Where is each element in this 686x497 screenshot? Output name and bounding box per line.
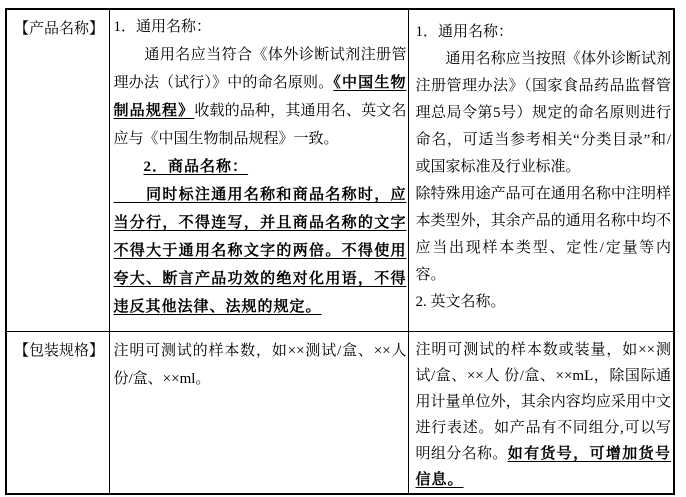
text-run: 注明可测试的样本数或装量，如××测试/盒、××人 份/盒、××mL，除国际通用计量单位外，其余内容均应采用中文进行表述。如产品有不同组分,可以写明组分名称。	[415, 341, 671, 462]
text-run: 通用名称应当按照《体外诊断试剂注册管理办法》（国家食品药品监督管理总局令第5号）规定的命名原则进行命名，可适当参考相关“分类目录”和/或国家标准及行业标准。	[415, 51, 671, 175]
row-label-cell-product-name	[6, 9, 109, 331]
old-requirement-cell-package-spec	[109, 331, 408, 494]
paragraph-package-spec-rule	[114, 337, 407, 393]
paragraph-generic-name-rule	[114, 41, 407, 153]
paragraph-generic-name-heading	[114, 13, 407, 41]
text-run	[114, 159, 144, 175]
paragraph-generic-name-rule	[416, 46, 672, 181]
new-requirement-cell-package-spec	[408, 331, 674, 494]
table-row-product-name	[6, 9, 674, 331]
row-label: 【产品名称】	[14, 21, 105, 37]
row-label-cell-package-spec	[6, 331, 109, 494]
paragraph-sample-type-rule	[416, 181, 672, 289]
paragraph-generic-name-heading	[416, 19, 672, 46]
text-run: 除特殊用途产品可在通用名称中注明样本类型外，其余产品的通用名称中均不应当出现样本类型、定性/定量等内容。	[415, 186, 671, 283]
old-requirement-cell-product-name	[109, 9, 408, 331]
new-requirement-cell-product-name	[408, 9, 674, 331]
text-run: 通用名应当符合《体外诊断试剂注册管理办法（试行）》中的命名原则。	[113, 47, 407, 91]
text-run: 1．通用名称：	[415, 24, 514, 40]
text-run-emphasis: 《中国生物制品规程》	[113, 75, 407, 119]
text-run-emphasis: 如有货号，可增加货号信息。	[415, 445, 671, 488]
requirements-comparison-table	[5, 8, 675, 495]
text-run-emphasis: 2．商品名称：	[143, 159, 249, 175]
paragraph-english-name	[416, 289, 672, 316]
paragraph-package-spec-rule	[416, 337, 672, 493]
row-label: 【包装规格】	[14, 342, 105, 359]
text-run-emphasis: 同时标注通用名称和商品名称时，应当分行，不得连写，并且商品名称的文字不得大于通用名称文字的两倍。不得使用夸大、断言产品功效的绝对化用语，不得违反其他法律、法规的规定。	[113, 187, 407, 315]
text-run: 2. 英文名称。	[415, 294, 506, 310]
table-row-package-spec	[6, 331, 674, 494]
text-run: 注明可测试的样本数，如××测试/盒、××人份/盒、××ml。	[113, 342, 407, 387]
paragraph-trade-name-heading	[114, 153, 407, 181]
text-run: 收载的品种，其通用名、英文名应与《中国生物制品规程》一致。	[113, 103, 407, 147]
text-run: 1．通用名称：	[113, 19, 212, 35]
paragraph-trade-name-rule	[114, 181, 407, 321]
